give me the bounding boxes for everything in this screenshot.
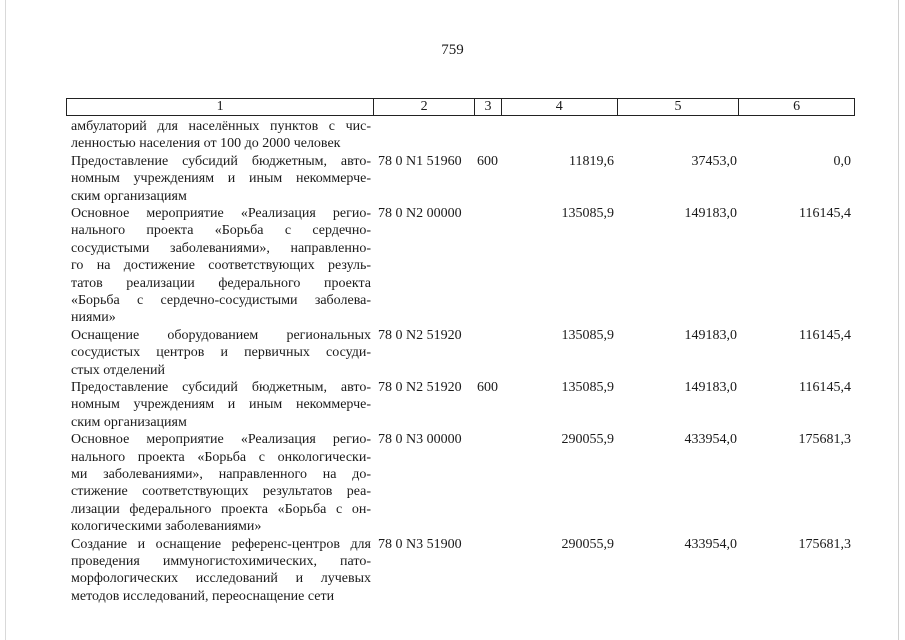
row-value-4: 11819,6 — [569, 153, 614, 169]
table-row — [0, 379, 905, 431]
row-code: 78 0 N3 00000 — [378, 432, 462, 448]
table-row — [0, 205, 905, 327]
description-line: сосудистых центров и первичных сосуди- — [71, 345, 371, 361]
description-line: Предоставление субсидий бюджетным, авто- — [71, 379, 371, 395]
description-line: проведения иммуногистохимических, пато- — [71, 553, 371, 569]
table-row — [0, 327, 905, 379]
header-col-5: 5 — [618, 99, 740, 115]
description-line: Оснащение оборудованием региональных — [71, 327, 371, 343]
row-description — [71, 327, 371, 379]
description-line: го на достижение соответствующих резуль- — [71, 258, 371, 274]
table-body — [0, 118, 905, 605]
description-line: номным учреждениям и иным некоммерче- — [71, 171, 371, 187]
page-number: 759 — [441, 42, 464, 58]
description-line: нального проекта «Борьба с сердечно- — [71, 223, 371, 239]
table-row — [0, 153, 905, 205]
description-line: ниями» — [71, 310, 116, 326]
table-header — [66, 98, 855, 116]
header-col-6: 6 — [793, 99, 801, 114]
description-line: нального проекта «Борьба с онкологически- — [71, 449, 371, 465]
description-line: Основное мероприятие «Реализация регио- — [71, 205, 371, 221]
description-line: татов реализации федерального проекта — [71, 275, 371, 291]
row-value-4: 135085,9 — [561, 327, 614, 343]
description-line: Предоставление субсидий бюджетным, авто- — [71, 153, 371, 169]
description-line: амбулаторий для населённых пунктов с чис- — [71, 119, 371, 134]
description-line: ским организациям — [71, 188, 187, 204]
table-row — [0, 431, 905, 535]
description-line: Создание и оснащение референс-центров для — [71, 536, 371, 552]
description-line: лизации федерального проекта «Борьба с он- — [71, 501, 371, 517]
row-description — [71, 536, 371, 606]
row-description — [71, 205, 371, 327]
row-value-5: 433954,0 — [684, 536, 737, 552]
description-line: морфологических исследований и лучевых — [71, 571, 371, 587]
description-line: стых отделений — [71, 362, 166, 378]
header-col-1: 1 — [67, 99, 374, 115]
row-value-6: 116145,4 — [799, 379, 851, 395]
description-line: ленностью населения от 100 до 2000 человек — [71, 136, 341, 152]
row-code: 78 0 N1 51960 — [378, 153, 462, 169]
row-kvr: 600 — [477, 379, 498, 395]
row-code: 78 0 N2 51920 — [378, 379, 462, 395]
row-kvr: 600 — [477, 153, 498, 169]
row-value-4: 290055,9 — [561, 536, 614, 552]
row-description — [71, 118, 371, 153]
row-code: 78 0 N3 51900 — [378, 536, 462, 552]
row-value-6: 116145,4 — [799, 327, 851, 343]
description-line: номным учреждениям и иным некоммерче- — [71, 397, 371, 413]
row-code: 78 0 N2 51920 — [378, 327, 462, 343]
header-col-4: 4 — [502, 99, 618, 115]
description-line: «Борьба с сердечно-сосудистыми заболева- — [71, 293, 371, 309]
header-col-3: 3 — [475, 99, 502, 115]
row-description — [71, 379, 371, 431]
row-value-5: 37453,0 — [691, 153, 737, 169]
row-description — [71, 153, 371, 205]
row-value-6: 116145,4 — [799, 205, 851, 221]
row-value-4: 135085,9 — [561, 205, 614, 221]
row-value-4: 290055,9 — [561, 432, 614, 448]
header-col-2: 2 — [374, 99, 475, 115]
row-value-6: 175681,3 — [798, 432, 851, 448]
description-line: кологическими заболеваниями» — [71, 519, 262, 535]
row-value-6: 0,0 — [833, 153, 851, 169]
description-line: ми заболеваниями», направленного на до- — [71, 466, 371, 482]
description-line: сосудистыми заболеваниями», направленно- — [71, 240, 371, 256]
row-value-5: 149183,0 — [684, 379, 737, 395]
row-value-6: 175681,3 — [798, 536, 851, 552]
table-row — [0, 118, 905, 153]
description-line: методов исследований, переоснащение сети — [71, 588, 335, 604]
description-line: Основное мероприятие «Реализация регио- — [71, 432, 371, 448]
description-line: ским организациям — [71, 414, 187, 430]
table-row — [0, 536, 905, 606]
row-code: 78 0 N2 00000 — [378, 205, 462, 221]
row-description — [71, 431, 371, 535]
row-value-5: 149183,0 — [684, 327, 737, 343]
description-line: стижение соответствующих результатов реа- — [71, 484, 371, 500]
row-value-5: 433954,0 — [684, 432, 737, 448]
row-value-5: 149183,0 — [684, 205, 737, 221]
row-value-4: 135085,9 — [561, 379, 614, 395]
